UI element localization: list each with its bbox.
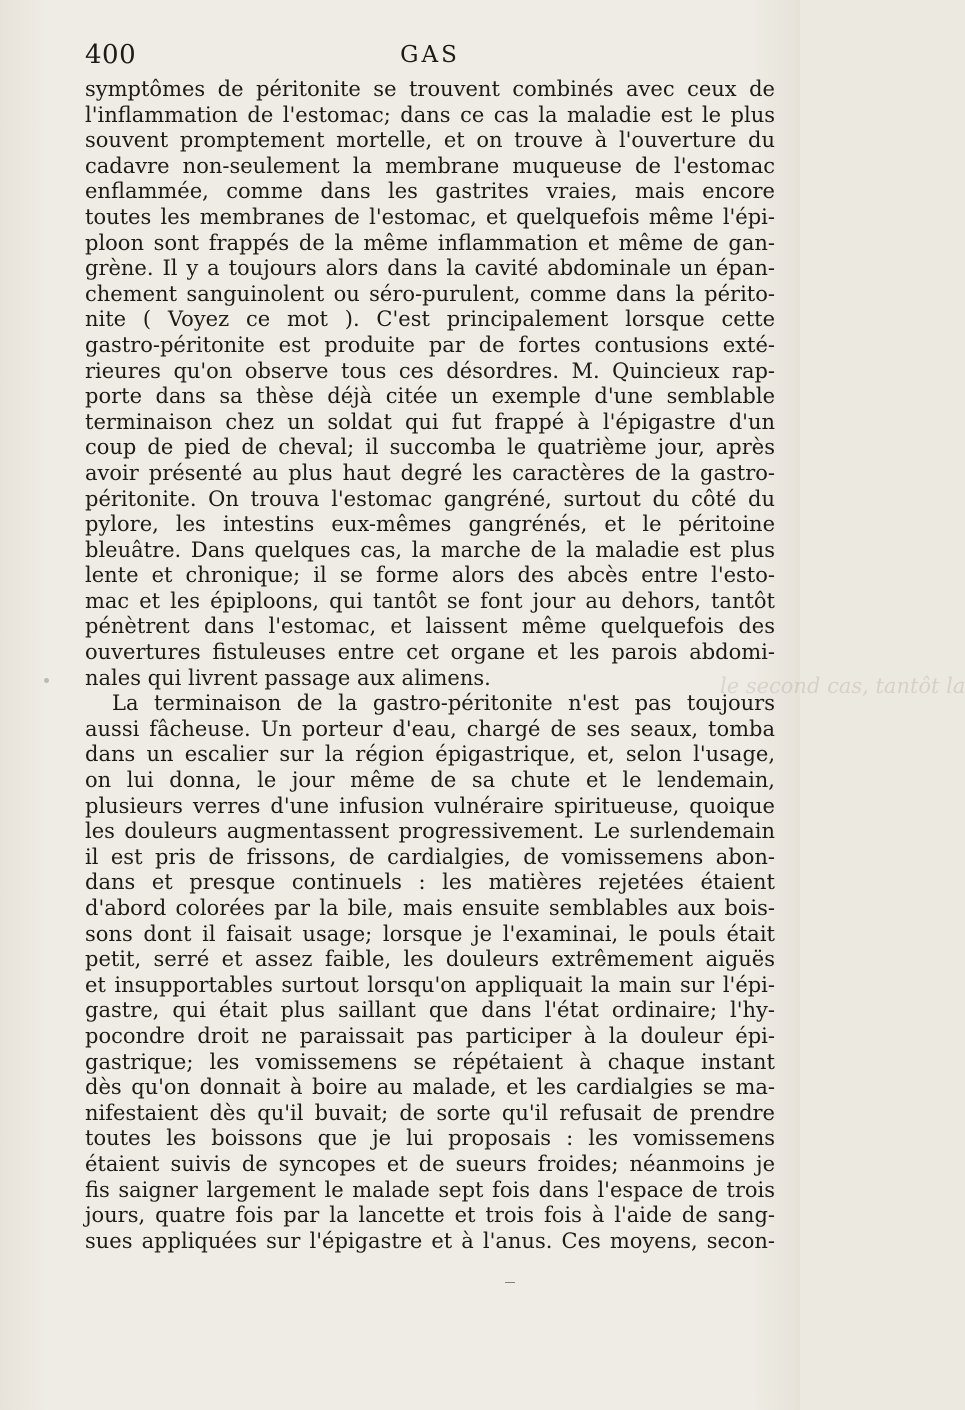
text-line: porte dans sa thèse déjà citée un exemple d'une semblable [85, 384, 775, 409]
text-line: bleuâtre. Dans quelques cas, la marche de la maladie est plus [85, 537, 775, 562]
text-line: gastrique; les vomissemens se répétaient à chaque instant [85, 1049, 775, 1074]
text-line: toutes les membranes de l'estomac, et quelquefois même l'épi- [85, 204, 775, 229]
text-line: pocondre droit ne paraissait pas participer à la douleur épi- [85, 1023, 775, 1048]
text-line: rieures qu'on observe tous ces désordres. M. Quincieux rap- [85, 358, 775, 383]
text-line: symptômes de péritonite se trouvent combinés avec ceux de [85, 77, 775, 101]
text-line: et insupportables surtout lorsqu'on appliquait la main sur l'épi- [85, 972, 775, 997]
text-line: pylore, les intestins eux-mêmes gangrénés, et le péritoine [85, 512, 775, 537]
text-line: gastro-péritonite est produite par de fortes contusions exté- [85, 332, 775, 357]
text-line: fis saigner largement le malade sept fois dans l'espace de trois [85, 1177, 775, 1202]
text-line: avoir présenté au plus haut degré les caractères de la gastro- [85, 460, 775, 485]
paragraph-start-line: La terminaison de la gastro-péritonite n'est pas toujours [112, 691, 775, 716]
text-line: il est pris de frissons, de cardialgies, de vomissemens abon- [85, 844, 775, 869]
text-line: gastre, qui était plus saillant que dans l'état ordinaire; l'hy- [85, 998, 775, 1023]
text-line: ouvertures fistuleuses entre cet organe et les parois abdomi- [85, 640, 775, 665]
text-line: cadavre non-seulement la membrane muqueuse de l'estomac [85, 153, 775, 178]
text-line: étaient suivis de syncopes et de sueurs froides; néanmoins je [85, 1151, 775, 1176]
text-line: ploon sont frappés de la même inflammation et même de gan- [85, 230, 775, 255]
text-line: nite ( Voyez ce mot ). C'est principalement lorsque cette [85, 307, 775, 332]
text-line: les douleurs augmentassent progressivement. Le surlendemain [85, 819, 775, 844]
text-line: chement sanguinolent ou séro-purulent, comme dans la périto- [85, 281, 775, 306]
bleed-through-text: le second cas, tantôt la [720, 674, 965, 698]
text-line: aussi fâcheuse. Un porteur d'eau, chargé de ses seaux, tomba [85, 716, 775, 741]
text-line: petit, serré et assez faible, les douleurs extrêmement aiguës [85, 947, 775, 972]
page-header [85, 40, 775, 74]
running-head: GAS [400, 42, 460, 68]
text-line: toutes les boissons que je lui proposais : les vomissemens [85, 1126, 775, 1151]
text-line: sues appliquées sur l'épigastre et à l'anus. Ces moyens, secon- [85, 1228, 775, 1253]
text-line: nifestaient dès qu'il buvait; de sorte qu'il refusait de prendre [85, 1100, 775, 1125]
page-number: 400 [85, 40, 137, 70]
text-line: dans et presque continuels : les matières rejetées étaient [85, 870, 775, 895]
text-line: péritonite. On trouva l'estomac gangréné, surtout du côté du [85, 486, 775, 511]
text-line: grène. Il y a toujours alors dans la cavité abdominale un épan- [85, 256, 775, 281]
text-line: l'inflammation de l'estomac; dans ce cas la maladie est le plus [85, 102, 775, 127]
text-line: dans un escalier sur la région épigastrique, et, selon l'usage, [85, 742, 775, 767]
text-line: lente et chronique; il se forme alors des abcès entre l'esto- [85, 563, 775, 588]
text-line: souvent promptement mortelle, et on trouve à l'ouverture du [85, 128, 775, 153]
paragraph-end-line: nales qui livrent passage aux alimens. [85, 665, 491, 690]
text-line: plusieurs verres d'une infusion vulnéraire spiritueuse, quoique [85, 793, 775, 818]
text-line: enflammée, comme dans les gastrites vraies, mais encore [85, 179, 775, 204]
text-line: pénètrent dans l'estomac, et laissent même quelquefois des [85, 614, 775, 639]
text-line: on lui donna, le jour même de sa chute et le lendemain, [85, 768, 775, 793]
text-line: dès qu'on donnait à boire au malade, et les cardialgies se ma- [85, 1075, 775, 1100]
paper-speck [44, 678, 49, 683]
text-line: d'abord colorées par la bile, mais ensuite semblables aux bois- [85, 896, 775, 920]
text-line: mac et les épiploons, qui tantôt se font jour au dehors, tantôt [85, 588, 775, 613]
text-line: coup de pied de cheval; il succomba le quatrième jour, après [85, 435, 775, 460]
text-line: jours, quatre fois par la lancette et trois fois à l'aide de sang- [85, 1203, 775, 1228]
body-text [85, 77, 775, 1254]
text-line: terminaison chez un soldat qui fut frappé à l'épigastre d'un [85, 409, 775, 434]
ink-mark [505, 1282, 515, 1283]
text-line: sons dont il faisait usage; lorsque je l'examinai, le pouls était [85, 921, 775, 946]
